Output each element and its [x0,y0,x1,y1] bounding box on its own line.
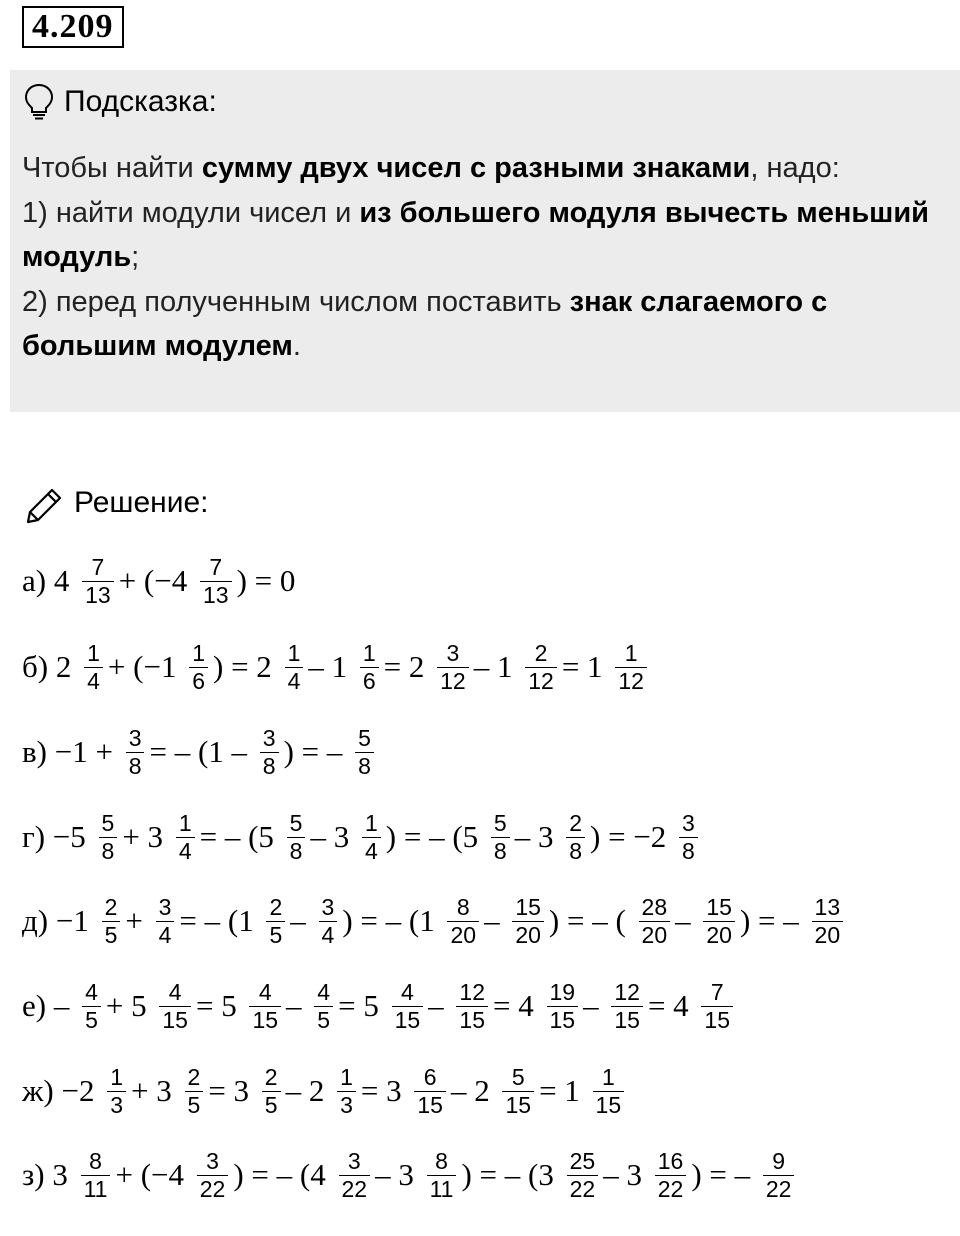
fraction-denominator: 15 [593,1091,625,1119]
fraction-denominator: 22 [655,1175,687,1203]
fraction [491,810,510,865]
fraction-numerator: 8 [89,1147,102,1174]
equation-row [22,717,379,787]
fraction-denominator: 20 [703,921,735,949]
equation-text: + (−1 [107,649,185,684]
fraction [437,640,469,695]
equation-text: – [675,903,699,938]
fraction-numerator: 8 [456,893,470,920]
fraction [502,1064,534,1119]
hint-emphasis: знак слагаемого с большим модулем [22,285,828,362]
fraction [81,1148,111,1203]
equation-row [22,1140,799,1210]
equation-text: – 3 [514,819,562,854]
fraction-numerator: 5 [289,809,303,836]
fraction [285,640,304,695]
fraction [189,640,208,695]
fraction-numerator: 1 [364,809,378,836]
fraction-denominator: 22 [197,1175,229,1203]
fraction-denominator: 20 [512,921,544,949]
equation-text: – [286,988,310,1023]
fraction [360,640,379,695]
fraction-numerator: 3 [128,724,142,751]
fraction-denominator: 5 [262,1091,281,1119]
fraction [262,1064,281,1119]
fraction [763,1148,795,1203]
fraction-numerator: 15 [515,893,541,920]
fraction [287,810,306,865]
fraction-numerator: 2 [104,893,118,920]
fraction-numerator: 3 [347,1147,361,1174]
fraction [593,1064,625,1119]
equation-row [22,1056,629,1126]
pencil-icon [22,480,68,526]
fraction-numerator: 12 [614,978,640,1005]
hint-emphasis: из большего модуля вычесть меньший модуль [22,196,930,273]
fraction-numerator: 9 [772,1147,786,1174]
fraction [703,894,735,949]
fraction-denominator: 8 [126,752,145,780]
fraction-denominator: 3 [337,1091,356,1119]
equation-text: – [428,988,452,1023]
hint-segment: . [292,330,301,362]
fraction-denominator: 22 [567,1175,599,1203]
equation-text: = 2 [383,649,433,684]
fraction-numerator: 7 [209,553,223,580]
fraction-numerator: 1 [87,639,100,666]
fraction-denominator: 8 [287,837,306,865]
fraction [512,894,544,949]
fraction-denominator: 15 [414,1091,446,1119]
equation-text: б) 2 [22,649,80,684]
fraction-denominator: 8 [679,837,698,865]
hint-header [24,80,217,124]
fraction [249,979,281,1034]
fraction [126,725,145,780]
fraction-numerator: 4 [168,978,182,1005]
equation-text: = 3 [360,1073,410,1108]
task-number: 4.209 [22,6,124,48]
equation-text: = 1 [561,649,611,684]
equation-row [22,971,738,1041]
equation-text: + 3 [131,1073,180,1108]
fraction [639,894,671,949]
equation-text: = – (1 – [149,734,255,769]
fraction [567,1148,599,1203]
fraction-denominator: 15 [159,1006,191,1034]
fraction [84,640,103,695]
fraction-numerator: 2 [264,1063,278,1090]
fraction [107,1064,126,1119]
fraction [812,894,844,949]
fraction-denominator: 3 [107,1091,126,1119]
fraction-denominator: 4 [84,667,103,695]
fraction-numerator: 4 [400,978,414,1005]
fraction [392,979,424,1034]
fraction-numerator: 5 [493,809,507,836]
fraction-denominator: 4 [319,921,338,949]
fraction [159,979,191,1034]
fraction-denominator: 20 [812,921,844,949]
equation-text: ) = −2 [590,819,675,854]
fraction [427,1148,457,1203]
fraction-denominator: 5 [102,921,121,949]
equation-text: д) −1 [22,903,97,938]
equation-text: = – (1 [179,903,262,938]
lightbulb-icon [24,83,54,121]
fraction-denominator: 12 [437,667,469,695]
fraction-denominator: 12 [525,667,557,695]
hint-emphasis: сумму двух чисел с разными знаками [201,152,751,184]
equation-text: ) = – (3 [461,1157,562,1192]
fraction-numerator: 7 [710,978,724,1005]
equation-text: – 2 [285,1073,333,1108]
fraction-denominator: 4 [176,837,195,865]
equation-text: ) = 2 [213,649,280,684]
fraction-numerator: 5 [511,1063,525,1090]
fraction-numerator: 2 [269,893,283,920]
fraction-denominator: 15 [701,1006,733,1034]
fraction [176,810,195,865]
equation-text: = 3 [208,1073,257,1108]
fraction-numerator: 3 [446,639,460,666]
equation-text: ) = – (1 [342,903,443,938]
fraction-denominator: 5 [314,1006,333,1034]
fraction-numerator: 15 [706,893,732,920]
equation-text: = 5 [338,988,387,1023]
equation-text: – 3 [375,1157,422,1192]
fraction-denominator: 15 [392,1006,424,1034]
fraction-numerator: 13 [814,893,841,920]
fraction-denominator: 13 [82,581,114,609]
equation-text: – [484,903,508,938]
fraction [362,810,381,865]
equation-text: е) – [22,988,78,1023]
hint-segment: Чтобы найти [22,152,202,184]
fraction-numerator: 3 [321,893,335,920]
hint-segment: ; [131,241,140,273]
fraction-numerator: 5 [358,724,371,751]
hint-title: Подсказка: [64,85,217,118]
fraction-denominator: 6 [189,667,208,695]
equation-text: – 3 [310,819,357,854]
fraction [82,554,114,609]
equation-text: – [290,903,314,938]
equation-text: ж) −2 [22,1073,103,1108]
equation-row [22,802,703,872]
fraction [337,1064,356,1119]
fraction-numerator: 5 [101,809,115,836]
fraction [615,640,647,695]
fraction-denominator: 15 [456,1006,488,1034]
fraction [314,979,333,1034]
hint-segment: 1) найти модули чисел и [22,196,360,229]
fraction-denominator: 8 [260,752,279,780]
fraction-numerator: 3 [682,809,695,836]
equation-text: а) 4 [22,563,78,598]
fraction-numerator: 1 [601,1063,615,1090]
fraction-denominator: 5 [185,1091,204,1119]
equation-text: = – (5 [199,819,282,854]
equation-text: – 2 [450,1073,498,1108]
fraction [655,1148,687,1203]
fraction-numerator: 1 [287,639,301,666]
hint-text [22,146,952,369]
equation-text: + (−4 [118,563,195,598]
fraction [679,810,698,865]
fraction [260,725,279,780]
fraction [611,979,643,1034]
fraction-numerator: 3 [158,893,172,920]
fraction-numerator: 7 [91,553,105,580]
fraction-numerator: 1 [340,1063,353,1090]
fraction-numerator: 3 [262,724,276,751]
hint-box [10,70,960,412]
fraction-denominator: 8 [99,837,118,865]
fraction [319,894,338,949]
fraction-numerator: 1 [624,639,638,666]
equation-text: ) = – [283,734,351,769]
fraction-denominator: 8 [355,752,374,780]
equation-text: + 5 [105,988,155,1023]
hint-segment: , надо: [750,152,840,184]
fraction [547,979,579,1034]
equation-text: = 5 [195,988,245,1023]
fraction [447,894,479,949]
equation-text: г) −5 [22,819,94,854]
equation-text: + 3 [122,819,171,854]
fraction-numerator: 3 [206,1147,219,1174]
fraction-denominator: 15 [547,1006,579,1034]
fraction-numerator: 12 [459,978,486,1005]
fraction-denominator: 22 [763,1175,795,1203]
fraction-numerator: 1 [192,639,205,666]
equation-text: ) = – (5 [385,819,486,854]
equation-text: – 1 [473,649,521,684]
fraction-numerator: 1 [362,639,376,666]
equation-row [22,546,295,616]
equation-text: – [583,988,607,1023]
fraction [200,554,232,609]
fraction-denominator: 15 [249,1006,281,1034]
fraction-numerator: 8 [435,1147,448,1174]
fraction-denominator: 5 [82,1006,101,1034]
fraction-numerator: 4 [258,978,272,1005]
fraction-numerator: 2 [569,809,582,836]
fraction [355,725,374,780]
fraction [266,894,285,949]
equation-row [22,886,848,956]
equation-text: = 4 [493,988,542,1023]
solution-title: Решение: [74,486,209,519]
fraction-numerator: 4 [85,978,98,1005]
fraction [701,979,733,1034]
fraction-denominator: 20 [447,921,479,949]
fraction-denominator: 8 [491,837,510,865]
fraction-denominator: 15 [611,1006,643,1034]
fraction-denominator: 11 [81,1175,111,1203]
hint-segment: 2) перед полученным числом поставить [22,285,570,318]
fraction-numerator: 19 [549,978,576,1005]
equation-text: + [125,903,151,938]
fraction [102,894,121,949]
fraction-numerator: 2 [187,1063,201,1090]
fraction-numerator: 25 [569,1147,596,1174]
fraction [525,640,557,695]
fraction-denominator: 4 [362,837,381,865]
equation-text: в) −1 + [22,734,121,769]
equation-text: – 3 [603,1157,650,1192]
fraction-denominator: 12 [615,667,647,695]
fraction-denominator: 8 [566,837,585,865]
fraction [156,894,175,949]
equation-text: – 1 [308,649,355,684]
fraction-denominator: 6 [360,667,379,695]
fraction [82,979,101,1034]
fraction [566,810,585,865]
fraction-numerator: 1 [110,1063,124,1090]
fraction-denominator: 20 [639,921,671,949]
equation-text: з) 3 [22,1157,76,1192]
fraction [197,1148,229,1203]
equation-text: ) = – ( [548,903,634,938]
equation-text: ) = 0 [236,563,296,598]
fraction-denominator: 11 [427,1175,457,1203]
fraction [185,1064,204,1119]
equation-text: ) = – (4 [233,1157,334,1192]
equation-row [22,632,652,702]
equation-text: = 4 [647,988,697,1023]
equation-text: + (−4 [115,1157,192,1192]
fraction-denominator: 5 [266,921,285,949]
fraction [99,810,118,865]
fraction-denominator: 13 [200,581,232,609]
fraction-denominator: 4 [156,921,175,949]
fraction [339,1148,371,1203]
fraction-denominator: 22 [339,1175,371,1203]
fraction-numerator: 6 [423,1063,437,1090]
fraction-numerator: 28 [641,893,668,920]
equation-text: = 1 [539,1073,588,1108]
fraction [414,1064,446,1119]
fraction [456,979,488,1034]
fraction-denominator: 4 [285,667,304,695]
fraction-denominator: 15 [502,1091,534,1119]
solution-header [22,478,208,528]
fraction-numerator: 16 [657,1147,684,1174]
fraction-numerator: 2 [534,639,548,666]
equation-text: ) = – [691,1157,758,1192]
fraction-numerator: 4 [317,978,331,1005]
fraction-numerator: 1 [178,809,192,836]
equation-text: ) = – [739,903,807,938]
